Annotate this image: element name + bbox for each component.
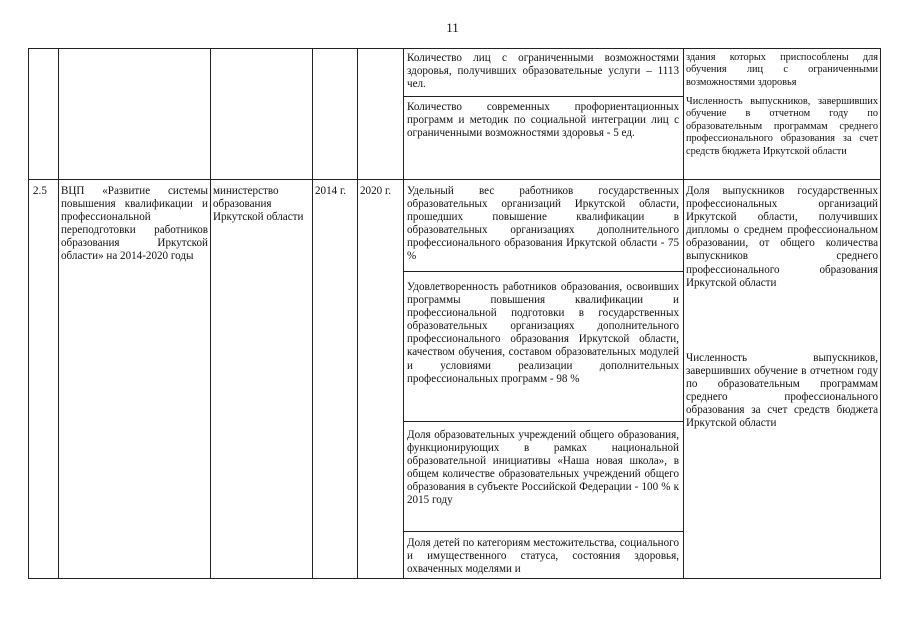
indicator-cell: Количество современных профориентационных программ и методик по социальной интеграции лиц с ограниченными возможностями здоровья - 5 ед. (407, 101, 679, 140)
program-name: ВЦП «Развитие системы повышения квалификации и профессиональной переподготовки работников образования Иркутской области» на 2014-2020 годы (61, 185, 208, 263)
table-border (403, 96, 684, 97)
table-border (312, 48, 313, 578)
table-border (880, 48, 881, 578)
table-border (403, 421, 684, 422)
indicator-cell: Удовлетворенность работников образования, освоивших программы повышения квалификации и профессиональной подготовки в государственных образовательных организациях дополнительного профессионального образования Иркутской области, качеством обучения, составом образовательных модулей и условиями реализации дополнительных профессиональных программ - 98 % (407, 281, 679, 385)
row-number: 2.5 (33, 185, 47, 197)
table-border (28, 48, 881, 49)
table-border (28, 48, 29, 578)
table-border (683, 48, 684, 578)
table-border (403, 271, 684, 272)
indicator-cell: Доля образовательных учреждений общего образования, функционирующих в рамках национальной образовательной инициативы «Наша новая школа», в общем количестве образовательных учреждений общего образования в субъекте Российской Федерации - 100 % к 2015 году (407, 429, 679, 507)
end-year: 2020 г. (360, 185, 392, 197)
table-border (403, 48, 404, 578)
table-border (357, 48, 358, 578)
start-year: 2014 г. (315, 185, 347, 197)
table-border (403, 531, 684, 532)
criteria-cell: Доля выпускников государственных профессиональных организаций Иркутской области, получивших дипломы о среднем профессиональном образовании, от общего количества выпускников среднего профессионального образования Иркутской области (686, 185, 878, 289)
criteria-cell: Численность выпускников, завершивших обучение в отчетном году по образовательным программам среднего профессионального образования за счет средств бюджета Иркутской области (686, 352, 878, 430)
criteria-cell: здания которых приспособлены для обучения лиц с ограниченными возможностями здоровья (686, 52, 878, 88)
indicator-cell: Доля детей по категориям местожительства, социального и имущественного статуса, состояния здоровья, охваченных моделями и (407, 537, 679, 576)
criteria-cell: Численность выпускников, завершивших обучение в отчетном году по образовательным программам среднего профессионального образования за счет средств бюджета Иркутской области (686, 96, 878, 157)
table-border (28, 179, 881, 180)
indicator-cell: Количество лиц с ограниченными возможностями здоровья, получивших образовательные услуги – 1113 чел. (407, 52, 679, 91)
table-border (210, 48, 211, 578)
table-border (58, 48, 59, 578)
table-border (28, 578, 881, 579)
page-number: 11 (446, 20, 459, 35)
indicator-cell: Удельный вес работников государственных образовательных организаций Иркутской области, прошедших повышение квалификации в образовательных организациях дополнительного профессионального образования Иркутской области - 75 % (407, 185, 679, 263)
executor: министерство образования Иркутской области (213, 185, 304, 224)
